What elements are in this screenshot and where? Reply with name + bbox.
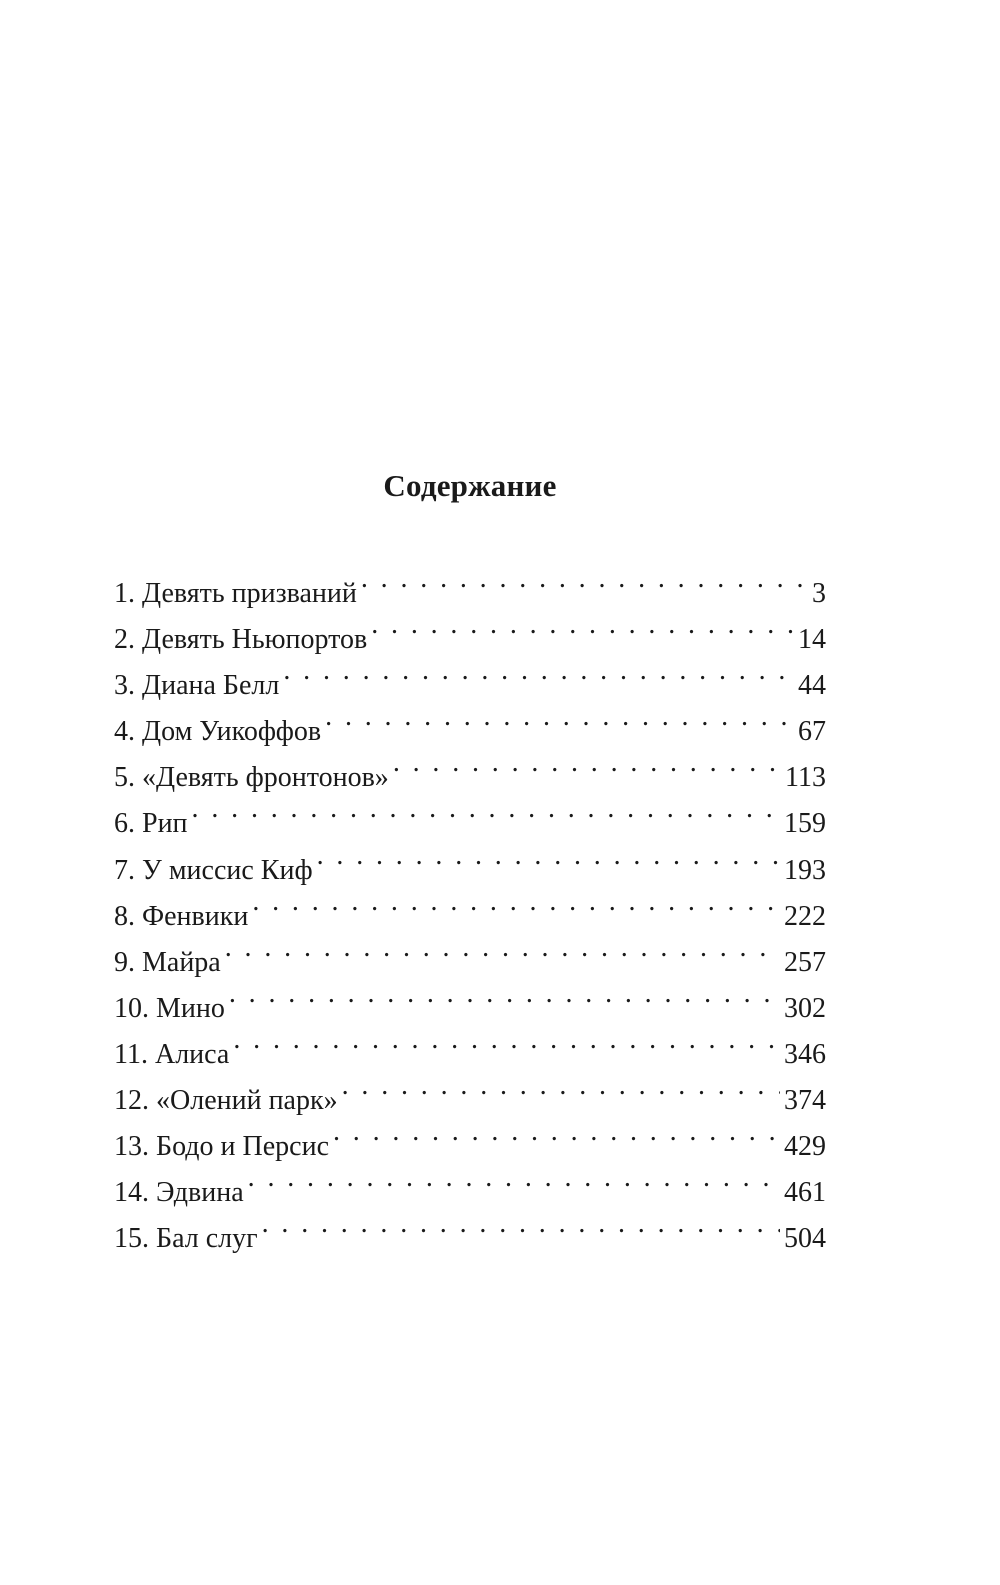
toc-dot-leader [321, 694, 794, 740]
toc-entry [114, 833, 826, 886]
toc-entry-number: 12. [114, 1085, 149, 1117]
toc-entry-title: «Олений парк» [156, 1085, 338, 1117]
toc-entry-page: 113 [781, 755, 826, 801]
toc-entry-title: Диана Белл [142, 670, 280, 702]
toc-entry-number: 3. [114, 670, 135, 702]
toc-entry-page: 257 [780, 940, 826, 986]
toc-entry-title: Фенвики [142, 900, 249, 932]
toc-dot-leader [329, 1109, 780, 1155]
toc-entry-page: 374 [780, 1078, 826, 1124]
toc-dot-leader [229, 1017, 780, 1063]
toc-entry-number: 13. [114, 1131, 149, 1163]
toc-entry-number: 4. [114, 716, 135, 748]
toc-entry-number: 9. [114, 946, 135, 978]
toc-entry-page: 14 [794, 617, 826, 663]
toc-entry-page: 461 [780, 1170, 826, 1216]
toc-dot-leader [188, 786, 780, 832]
toc-dot-leader [367, 602, 794, 648]
toc-dot-leader [357, 556, 808, 602]
toc-dot-leader [244, 1155, 780, 1201]
toc-entry-title: Рип [142, 808, 188, 840]
toc-dot-leader [258, 1201, 780, 1247]
toc-entry-page: 504 [780, 1216, 826, 1262]
toc-entry-number: 1. [114, 578, 135, 609]
toc-entry-page: 302 [780, 986, 826, 1032]
toc-dot-leader [248, 879, 780, 925]
toc-entry-title: Девять призваний [142, 578, 357, 609]
toc-entry-title: Эдвина [156, 1177, 244, 1209]
toc-entry-page: 159 [780, 801, 826, 847]
toc-entry-title: У миссис Киф [142, 854, 313, 886]
toc-entry [114, 556, 826, 609]
toc-entry-number: 15. [114, 1223, 149, 1255]
toc-entry-title: Алиса [154, 1038, 230, 1070]
toc-entry-title: Бодо и Персис [156, 1131, 329, 1163]
toc-dot-leader [225, 971, 780, 1017]
toc-entry-title: Бал слуг [156, 1223, 258, 1255]
table-of-contents [114, 556, 826, 1255]
toc-entry-title: Мино [156, 992, 225, 1024]
toc-entry-number: 5. [114, 762, 135, 794]
toc-entry-page: 222 [780, 894, 826, 940]
toc-entry-number: 7. [114, 854, 135, 886]
toc-entry-page: 429 [780, 1124, 826, 1170]
toc-entry-number: 8. [114, 900, 135, 932]
toc-entry [114, 925, 826, 978]
toc-dot-leader [389, 740, 781, 786]
toc-entry-title: Дом Уикоффов [142, 716, 322, 748]
toc-entry-page: 3 [808, 571, 826, 617]
toc-entry [114, 786, 826, 840]
toc-entry-page: 346 [780, 1032, 826, 1078]
page-title: Содержание [383, 468, 557, 503]
toc-dot-leader [221, 925, 780, 971]
toc-entry-number: 14. [114, 1177, 149, 1209]
toc-entry-page: 44 [794, 663, 826, 709]
toc-entry-page: 193 [780, 848, 826, 894]
toc-dot-leader [279, 648, 794, 694]
toc-entry-number: 6. [114, 808, 135, 840]
toc-entry-page: 67 [794, 709, 826, 755]
toc-entry-number: 10. [114, 992, 149, 1024]
toc-entry-title: Майра [142, 946, 221, 978]
toc-dot-leader [313, 833, 780, 879]
toc-entry-title: «Девять фронтонов» [142, 762, 389, 794]
toc-entry-title: Девять Ньюпортов [142, 624, 368, 656]
toc-entry-number: 11. [114, 1038, 148, 1070]
toc-entry-number: 2. [114, 624, 135, 656]
toc-dot-leader [338, 1063, 780, 1109]
